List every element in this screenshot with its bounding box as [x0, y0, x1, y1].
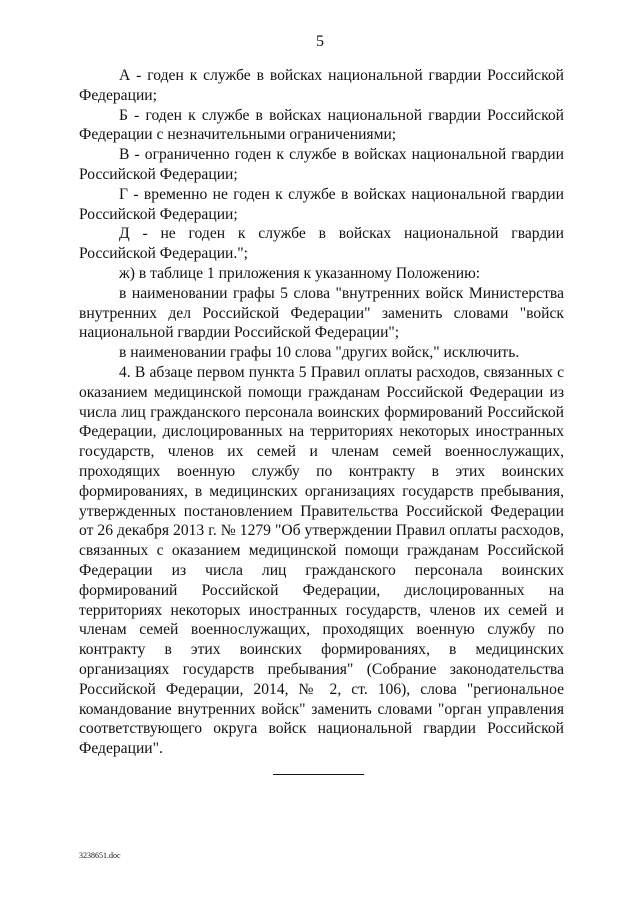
paragraph-category-a: А - годен к службе в войсках национальной гвардии Российской Федерации;: [79, 67, 564, 104]
document-body: [79, 66, 564, 759]
paragraph-point-4: 4. В абзаце первом пункта 5 Правил оплаты расходов, связанных с оказанием медицинской помощи гражданам Российской Федерации из числа лиц гражданского персонала воинских формирований Российской Федерации, дислоцированных на территориях некоторых иностранных государств, членов их семей и членам семей военнослужащих, проходящих военную службу по контракту в этих воинских формированиях, в медицинских организациях государств пребывания, утвержденных постановлением Правительства Российской Федерации от 26 декабря 2013 г. № 1279 "Об утверждении Правил оплаты расходов, связанных с оказанием медицинской помощи гражданам Российской Федерации из числа лиц гражданского персонала воинских формирований Российской Федерации, дислоцированных на территориях некоторых иностранных государств, членов их семей и членам семей военнослужащих, проходящих военную службу по контракту в этих воинских формированиях, в медицинских организациях государств пребывания" (Собрание законодательства Российской Федерации, 2014, № 2, ст. 106), слова "региональное командование внутренних войск" заменить словами "орган управления соответствующего округа войск национальной гвардии Российской Федерации".: [79, 363, 564, 758]
paragraph-item-zh: ж) в таблице 1 приложения к указанному Положению:: [119, 264, 481, 282]
paragraph-category-b: Б - годен к службе в войсках национальной гвардии Российской Федерации с незначительными ограничениями;: [79, 106, 564, 144]
paragraph-column-10: в наименовании графы 10 слова "других войск," исключить.: [119, 344, 520, 362]
paragraph-category-d: Д - не годен к службе в войсках национальной гвардии Российской Федерации.";: [79, 225, 564, 263]
footer-file-code: 3238651.doc: [79, 851, 121, 860]
page-number: 5: [316, 33, 324, 50]
paragraph-category-g: Г - временно не годен к службе в войсках национальной гвардии Российской Федерации;: [79, 185, 564, 223]
paragraph-column-5: в наименовании графы 5 слова "внутренних войск Министерства внутренних дел Российской Федерации" заменить словами "войск национальной гвардии Российской Федерации";: [79, 284, 564, 342]
paragraph-category-v: В - ограниченно годен к службе в войсках национальной гвардии Российской Федерации;: [79, 146, 564, 183]
end-divider: [273, 774, 364, 775]
